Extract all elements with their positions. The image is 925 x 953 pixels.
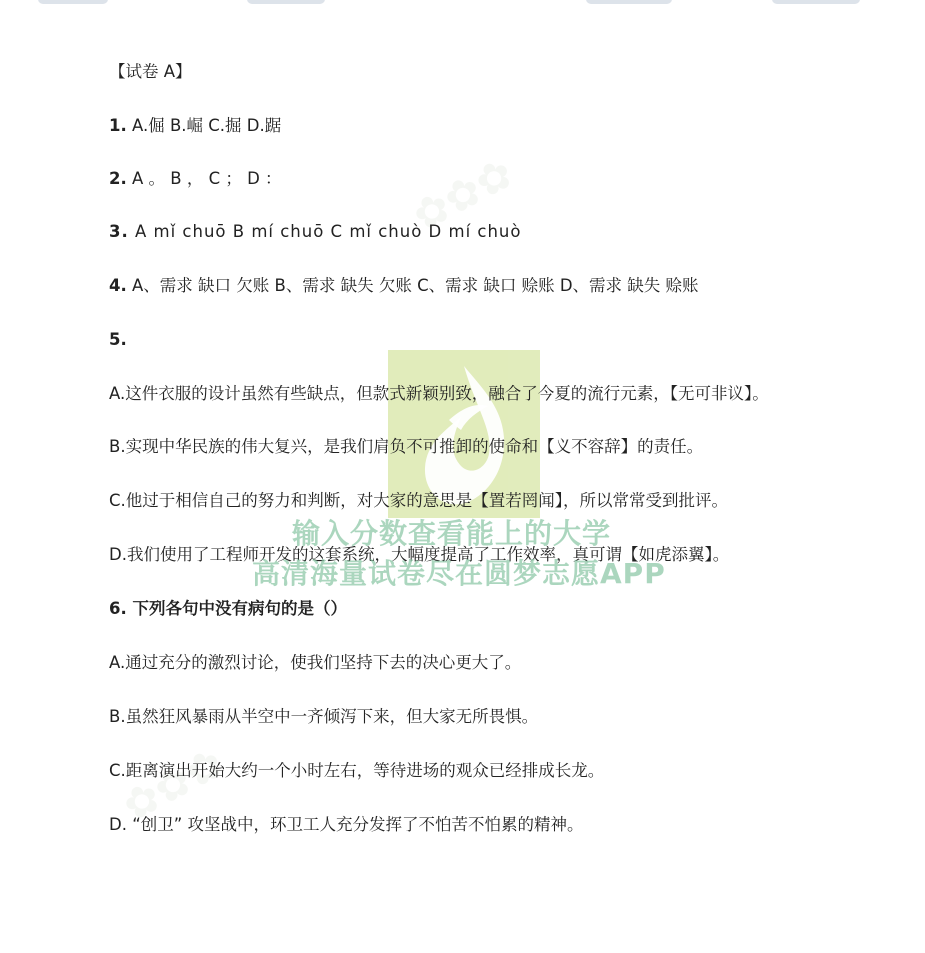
question-1 <box>109 114 281 138</box>
question-3 <box>109 220 521 244</box>
question-5-option-a: A.这件衣服的设计虽然有些缺点，但款式新颖别致，融合了今夏的流行元素，【无可非议】。 <box>109 384 769 403</box>
background-watermark-stamp: ✿✿✿ <box>114 738 231 831</box>
question-number: 2. <box>109 169 127 188</box>
question-2 <box>109 167 282 191</box>
question-number: 3. <box>109 222 129 241</box>
question-number: 4. <box>109 276 127 295</box>
background-watermark-stamp: ✿✿✿ <box>404 148 521 241</box>
question-5 <box>109 328 127 352</box>
watermark-line-1: 输入分数查看能上的大学 <box>292 517 612 550</box>
exam-title: 【试卷 A】 <box>109 62 192 81</box>
question-6-option-c: C.距离演出开始大约一个小时左右，等待进场的观众已经排成长龙。 <box>109 761 605 780</box>
question-5-option-d: D.我们使用了工程师开发的这套系统，大幅度提高了工作效率，真可谓【如虎添翼】。 <box>109 545 730 564</box>
question-6-title: 6. 下列各句中没有病句的是（） <box>109 599 347 618</box>
question-text: A 。 B ， C ； D ： <box>126 169 282 188</box>
top-edge-decoration <box>0 0 925 6</box>
question-5-option-c: C.他过于相信自己的努力和判断，对大家的意思是【置若罔闻】，所以常常受到批评。 <box>109 491 729 510</box>
question-number: 5. <box>109 330 127 349</box>
question-6-option-a: A.通过充分的激烈讨论，使我们坚持下去的决心更大了。 <box>109 653 522 672</box>
question-text: A.倔 B.崛 C.掘 D.踞 <box>126 116 282 135</box>
question-6-option-b: B.虽然狂风暴雨从半空中一齐倾泻下来，但大家无所畏惧。 <box>109 707 539 726</box>
question-4 <box>109 274 699 298</box>
question-text: A、需求 缺口 欠账 B、需求 缺失 欠账 C、需求 缺口 赊账 D、需求 缺失 赊账 <box>126 276 699 295</box>
question-5-option-b: B.实现中华民族的伟大复兴，是我们肩负不可推卸的使命和【义不容辞】的责任。 <box>109 437 704 456</box>
question-6-option-d: D. “创卫” 攻坚战中，环卫工人充分发挥了不怕苦不怕累的精神。 <box>109 815 584 834</box>
watermark-line-2: 高清海量试卷尽在圆梦志愿APP <box>252 557 666 590</box>
question-number: 1. <box>109 116 127 135</box>
question-text: A mǐ chuō B mí chuō C mǐ chuò D mí chuò <box>128 222 522 241</box>
